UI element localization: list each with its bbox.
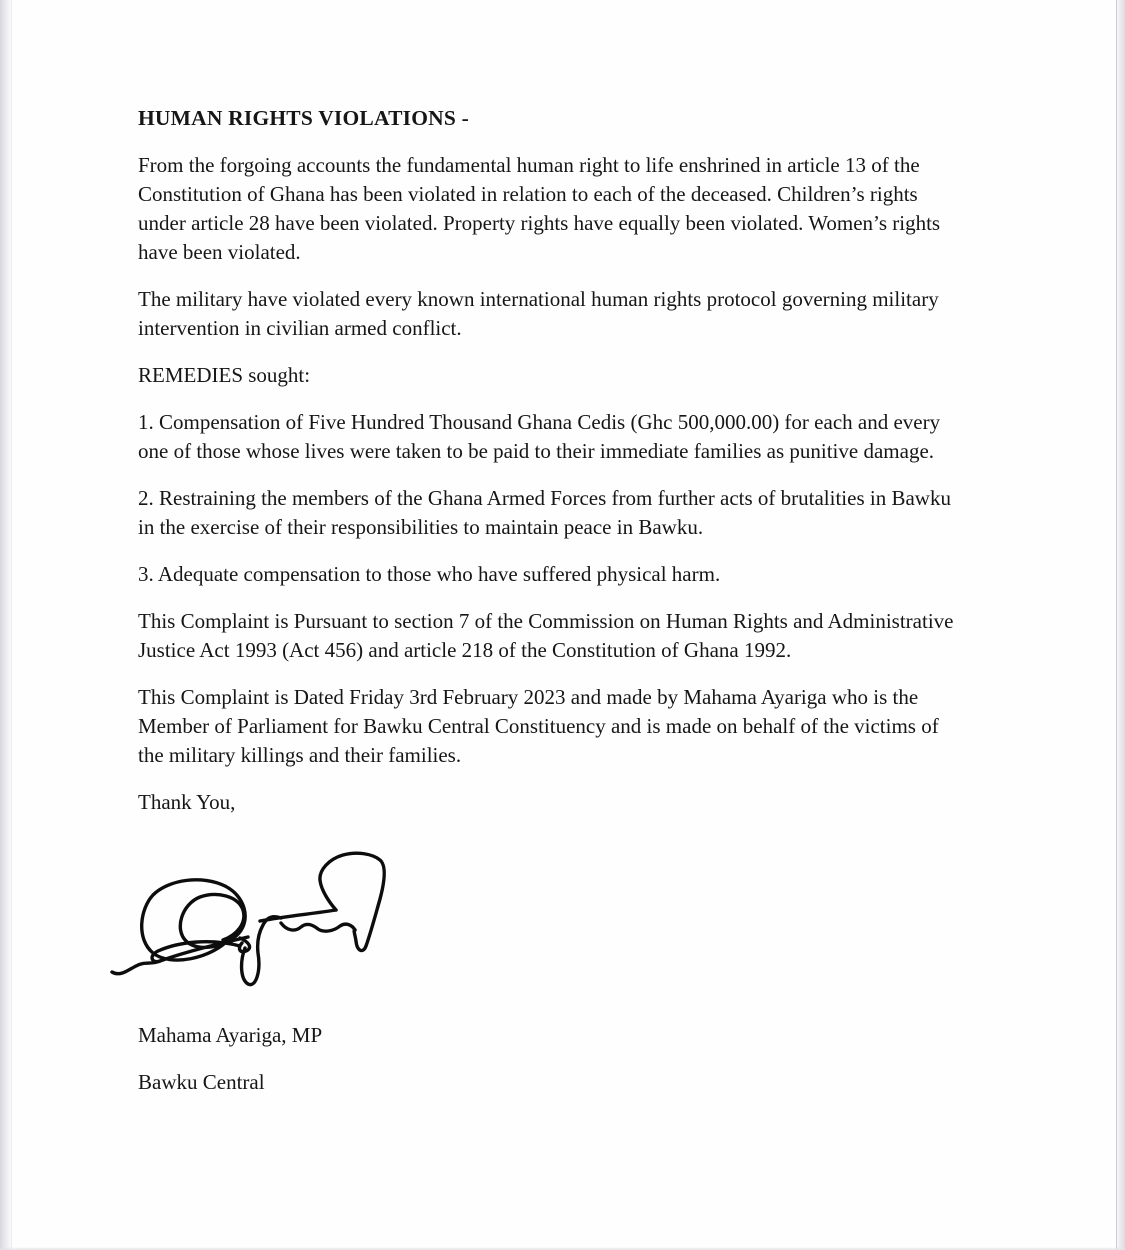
signature-block	[85, 843, 405, 993]
page-right-edge	[1116, 0, 1125, 1250]
text-line: Thank You,	[138, 790, 236, 814]
text-line: in the exercise of their responsibilities to maintain peace in Bawku.	[138, 515, 704, 539]
text-line: the military killings and their families.	[138, 743, 462, 767]
text-line: Member of Parliament for Bawku Central Constituency and is made on behalf of the victims of	[138, 714, 939, 738]
paragraph-rights-violated	[138, 151, 1098, 267]
signature-icon	[85, 843, 405, 993]
text-line: 2. Restraining the members of the Ghana Armed Forces from further acts of brutalities in Bawku	[138, 486, 951, 510]
text-line: REMEDIES sought:	[138, 363, 311, 387]
paragraph-legal-basis	[138, 607, 1098, 665]
remedy-item-3	[138, 560, 1098, 589]
text-line: one of those whose lives were taken to be paid to their immediate families as punitive damage.	[138, 439, 935, 463]
remedies-label	[138, 361, 1098, 390]
text-line: This Complaint is Dated Friday 3rd February 2023 and made by Mahama Ayariga who is the	[138, 685, 919, 709]
remedy-item-1	[138, 408, 1098, 466]
closing-thank-you	[138, 788, 1098, 817]
text-line: From the forgoing accounts the fundamental human right to life enshrined in article 13 of the	[138, 153, 920, 177]
signatory-name: Mahama Ayariga, MP	[138, 1023, 323, 1047]
text-line: have been violated.	[138, 240, 301, 264]
page-left-edge	[0, 0, 13, 1250]
letter-body	[138, 104, 1098, 1115]
paragraph-military-protocol	[138, 285, 1098, 343]
text-line: 1. Compensation of Five Hundred Thousand Ghana Cedis (Ghc 500,000.00) for each and every	[138, 410, 941, 434]
text-line: This Complaint is Pursuant to section 7 of the Commission on Human Rights and Administrative	[138, 609, 954, 633]
text-line: 3. Adequate compensation to those who have suffered physical harm.	[138, 562, 721, 586]
text-line: under article 28 have been violated. Property rights have equally been violated. Women’s rights	[138, 211, 941, 235]
signatory-constituency: Bawku Central	[138, 1070, 265, 1094]
text-line: Constitution of Ghana has been violated in relation to each of the deceased. Children’s rights	[138, 182, 918, 206]
text-line: intervention in civilian armed conflict.	[138, 316, 462, 340]
page-title: HUMAN RIGHTS VIOLATIONS -	[138, 106, 469, 130]
text-line: The military have violated every known international human rights protocol governing military	[138, 287, 939, 311]
remedy-item-2	[138, 484, 1098, 542]
text-line: Justice Act 1993 (Act 456) and article 218 of the Constitution of Ghana 1992.	[138, 638, 792, 662]
paragraph-complaint-date	[138, 683, 1098, 770]
